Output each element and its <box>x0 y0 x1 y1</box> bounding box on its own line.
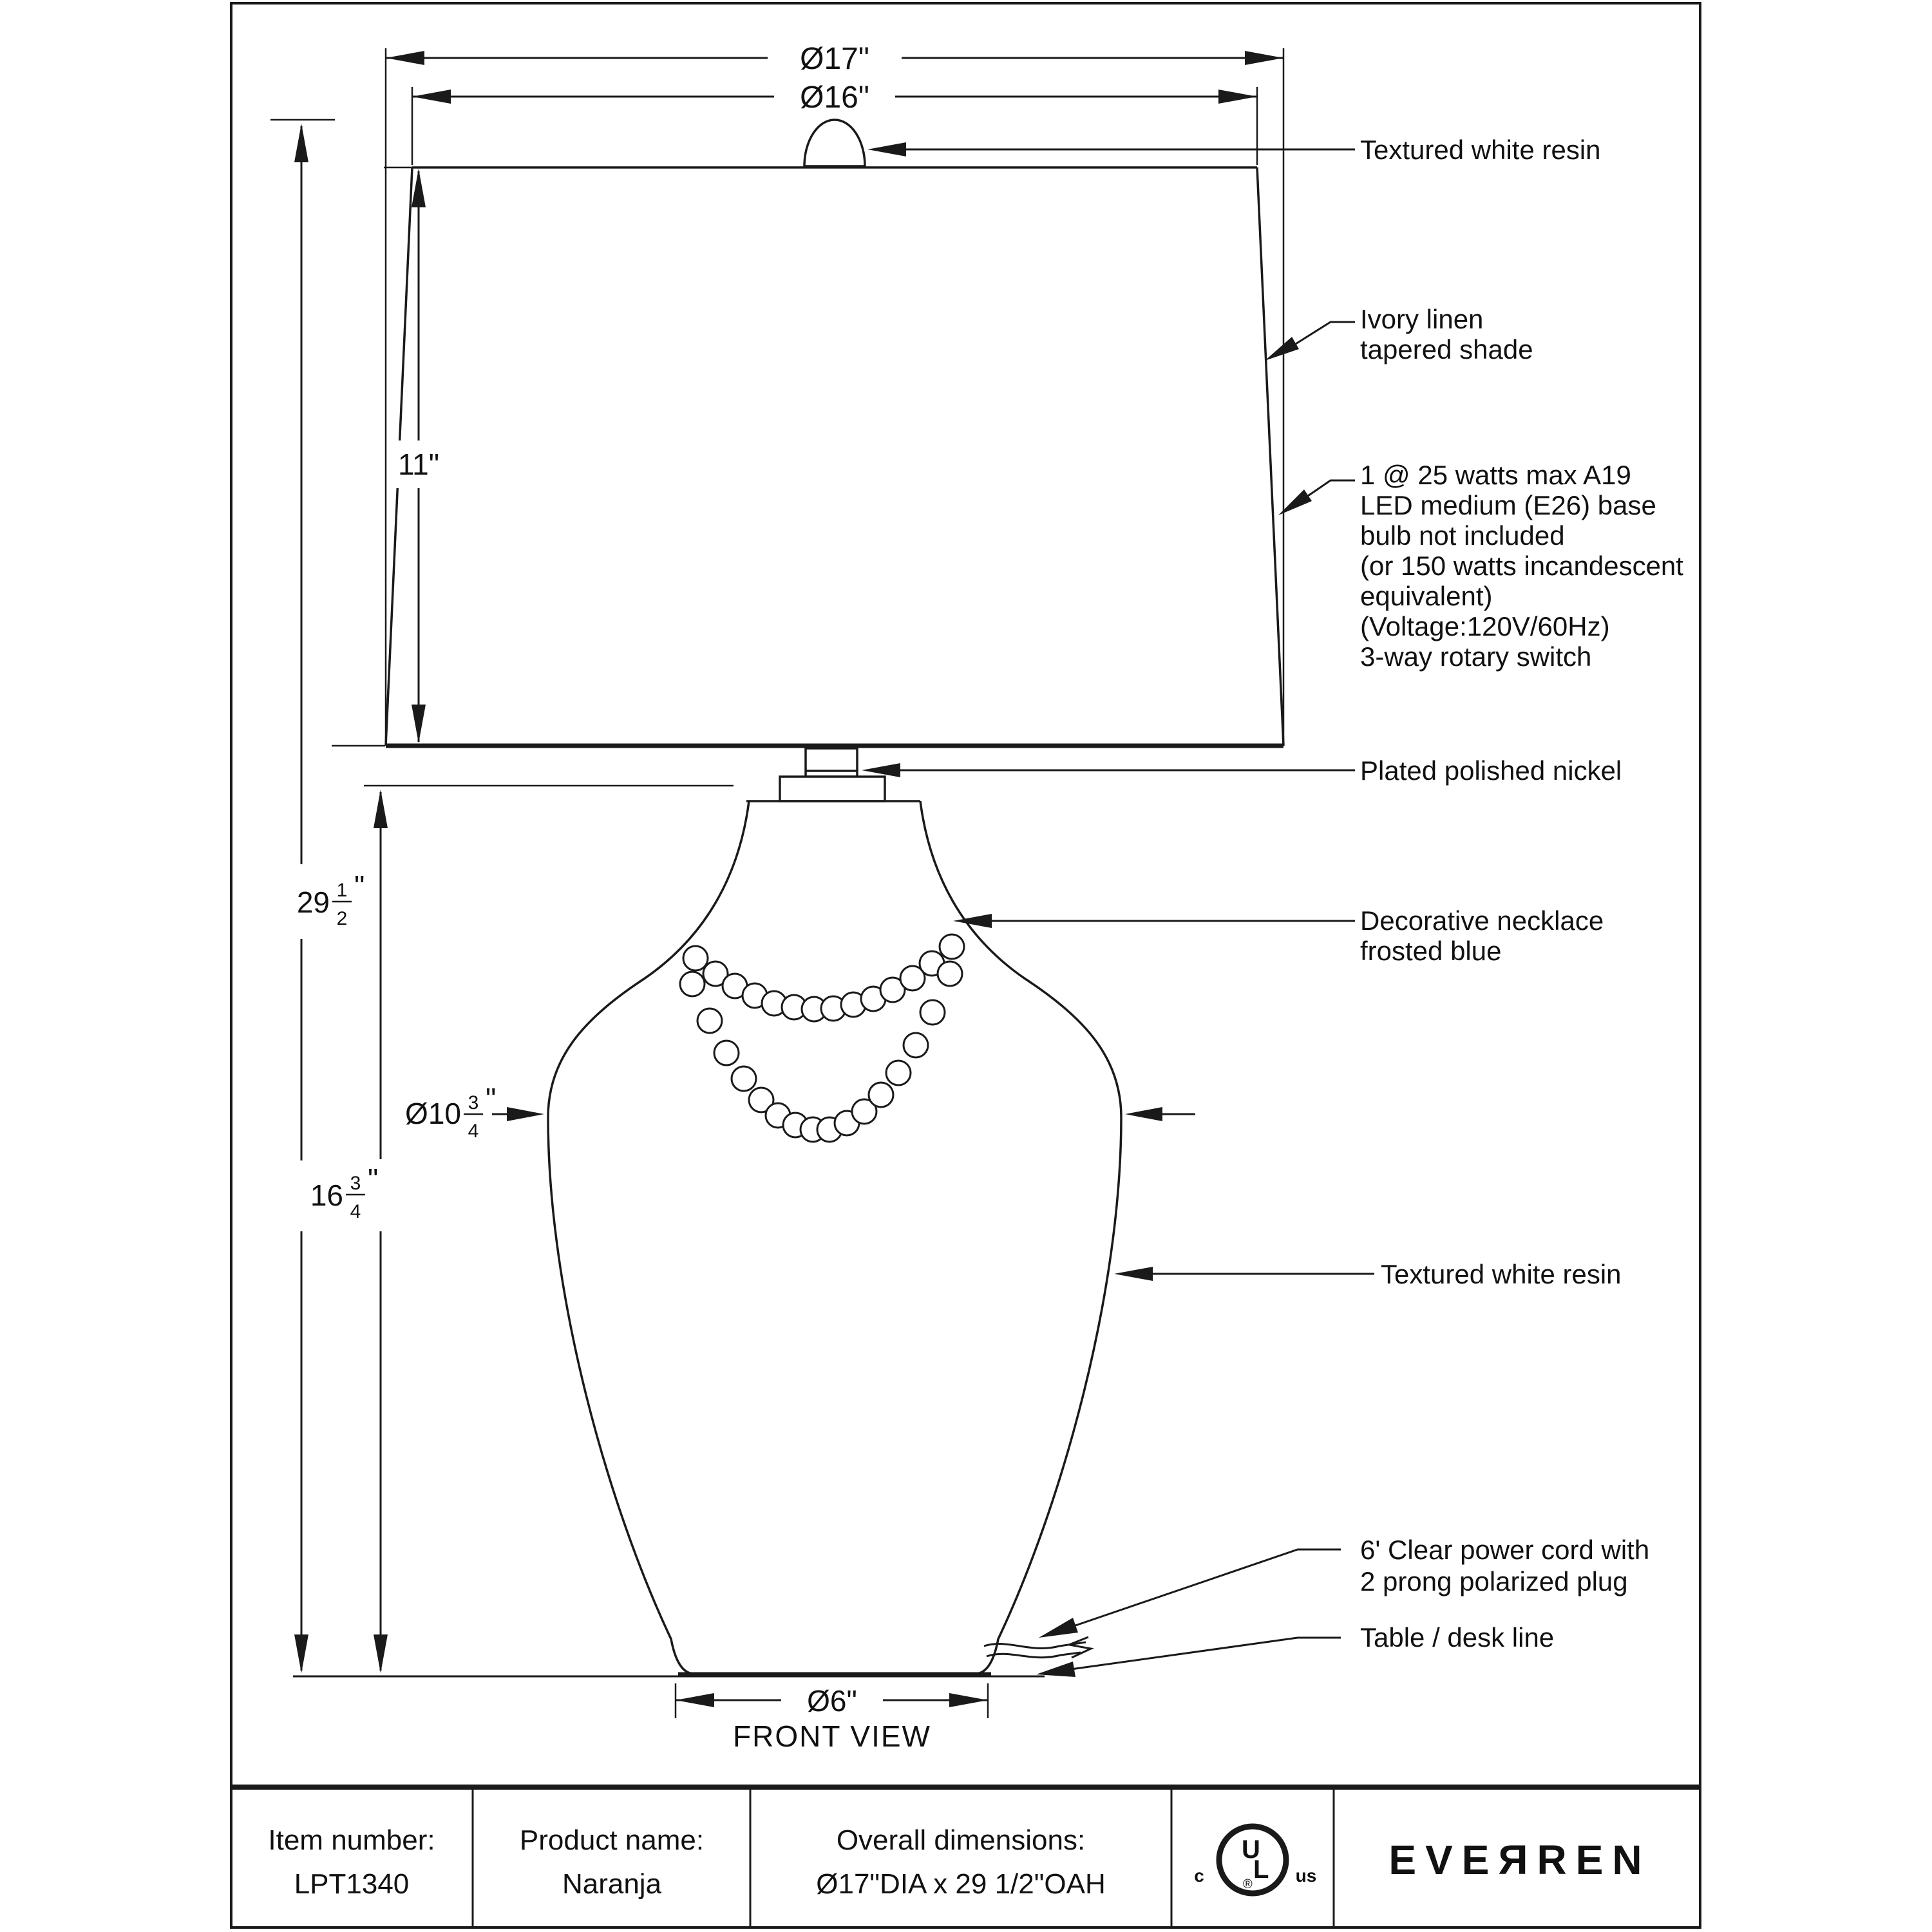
callout-body <box>1114 1259 1622 1289</box>
callout-finial-label: Textured white resin <box>1360 135 1601 165</box>
callout-socket-label: Plated polished nickel <box>1360 755 1622 786</box>
callout-bulb-line5: equivalent) <box>1360 581 1493 611</box>
footer-cell-item <box>268 1824 435 1900</box>
dim-label-10-num: 3 <box>468 1092 479 1113</box>
dim-base-dia <box>676 1682 988 1718</box>
callout-body-label: Textured white resin <box>1381 1259 1622 1289</box>
socket <box>806 748 857 777</box>
body-outline <box>548 801 1121 1674</box>
item-number-value: LPT1340 <box>294 1868 410 1900</box>
dim-label-29-num: 1 <box>336 880 348 901</box>
callout-cord <box>1039 1535 1649 1638</box>
callout-cord-line2: 2 prong polarized plug <box>1360 1566 1628 1596</box>
power-cord <box>984 1637 1091 1658</box>
dim-label-29-den: 2 <box>336 908 348 929</box>
footer-cell-dimensions <box>816 1824 1105 1900</box>
ul-us-mark: us <box>1295 1866 1317 1886</box>
dim-overall-height <box>270 120 380 1673</box>
callout-finial <box>867 135 1601 165</box>
ul-c-mark: c <box>1194 1866 1204 1886</box>
footer-cell-product <box>520 1824 704 1900</box>
callout-socket <box>862 755 1622 786</box>
callout-bulb-line2: LED medium (E26) base <box>1360 490 1656 520</box>
dim-label-10-unit: " <box>486 1082 497 1115</box>
callout-shade <box>1265 304 1533 365</box>
callout-shade-line2: tapered shade <box>1360 334 1533 365</box>
product-name-label: Product name: <box>519 1824 705 1856</box>
callout-bulb-line1: 1 @ 25 watts max A19 <box>1360 460 1631 490</box>
callout-bulb-line7: 3-way rotary switch <box>1360 641 1592 672</box>
dim-label-6: Ø6" <box>807 1684 857 1718</box>
dim-label-16q-den: 4 <box>350 1201 361 1222</box>
ul-registered-mark: ® <box>1243 1877 1253 1891</box>
callout-necklace <box>953 905 1604 966</box>
dim-label-29-unit: " <box>354 869 365 903</box>
callout-necklace-line2: frosted blue <box>1360 936 1502 966</box>
callout-desk-label: Table / desk line <box>1360 1622 1555 1653</box>
neck-cap <box>780 777 885 801</box>
product-name-value: Naranja <box>562 1868 662 1900</box>
dim-label-17: Ø17" <box>800 42 869 76</box>
callout-shade-line1: Ivory linen <box>1360 304 1484 334</box>
callout-bulb <box>1278 460 1683 672</box>
ul-letter-l: L <box>1253 1855 1269 1884</box>
callout-cord-line1: 6' Clear power cord with <box>1360 1535 1650 1565</box>
front-view-label: FRONT VIEW <box>733 1719 931 1753</box>
lamp-body <box>548 801 1121 1674</box>
dim-label-29-whole: 29 <box>296 886 330 919</box>
finial <box>804 120 865 166</box>
dim-label-16q-unit: " <box>368 1162 379 1196</box>
overall-dimensions-value: Ø17"DIA x 29 1/2"OAH <box>816 1868 1106 1900</box>
brand-logo: EVEЯREN <box>1388 1837 1651 1883</box>
dim-label-11: 11" <box>397 448 440 481</box>
callout-bulb-line4: (or 150 watts incandescent <box>1360 551 1683 581</box>
dim-label-16q-num: 3 <box>350 1173 361 1194</box>
socket-assembly <box>780 748 885 801</box>
dim-label-10-den: 4 <box>468 1121 479 1142</box>
ul-listed-icon <box>1194 1826 1316 1893</box>
callout-desk <box>1036 1622 1554 1677</box>
lamp-shade <box>386 120 1283 746</box>
dim-label-10-prefix: Ø10 <box>405 1097 461 1130</box>
item-number-label: Item number: <box>268 1824 435 1856</box>
dim-label-16: Ø16" <box>800 80 869 115</box>
overall-dimensions-label: Overall dimensions: <box>836 1824 1086 1856</box>
dim-label-16q-whole: 16 <box>310 1179 343 1212</box>
callout-bulb-line3: bulb not included <box>1360 520 1565 551</box>
callout-bulb-line6: (Voltage:120V/60Hz) <box>1360 611 1610 641</box>
footer-table <box>231 1787 1700 1927</box>
shade-right-edge <box>1257 167 1283 746</box>
necklace <box>680 934 964 1142</box>
ul-letter-u: U <box>1242 1835 1260 1864</box>
callout-necklace-line1: Decorative necklace <box>1360 905 1604 936</box>
